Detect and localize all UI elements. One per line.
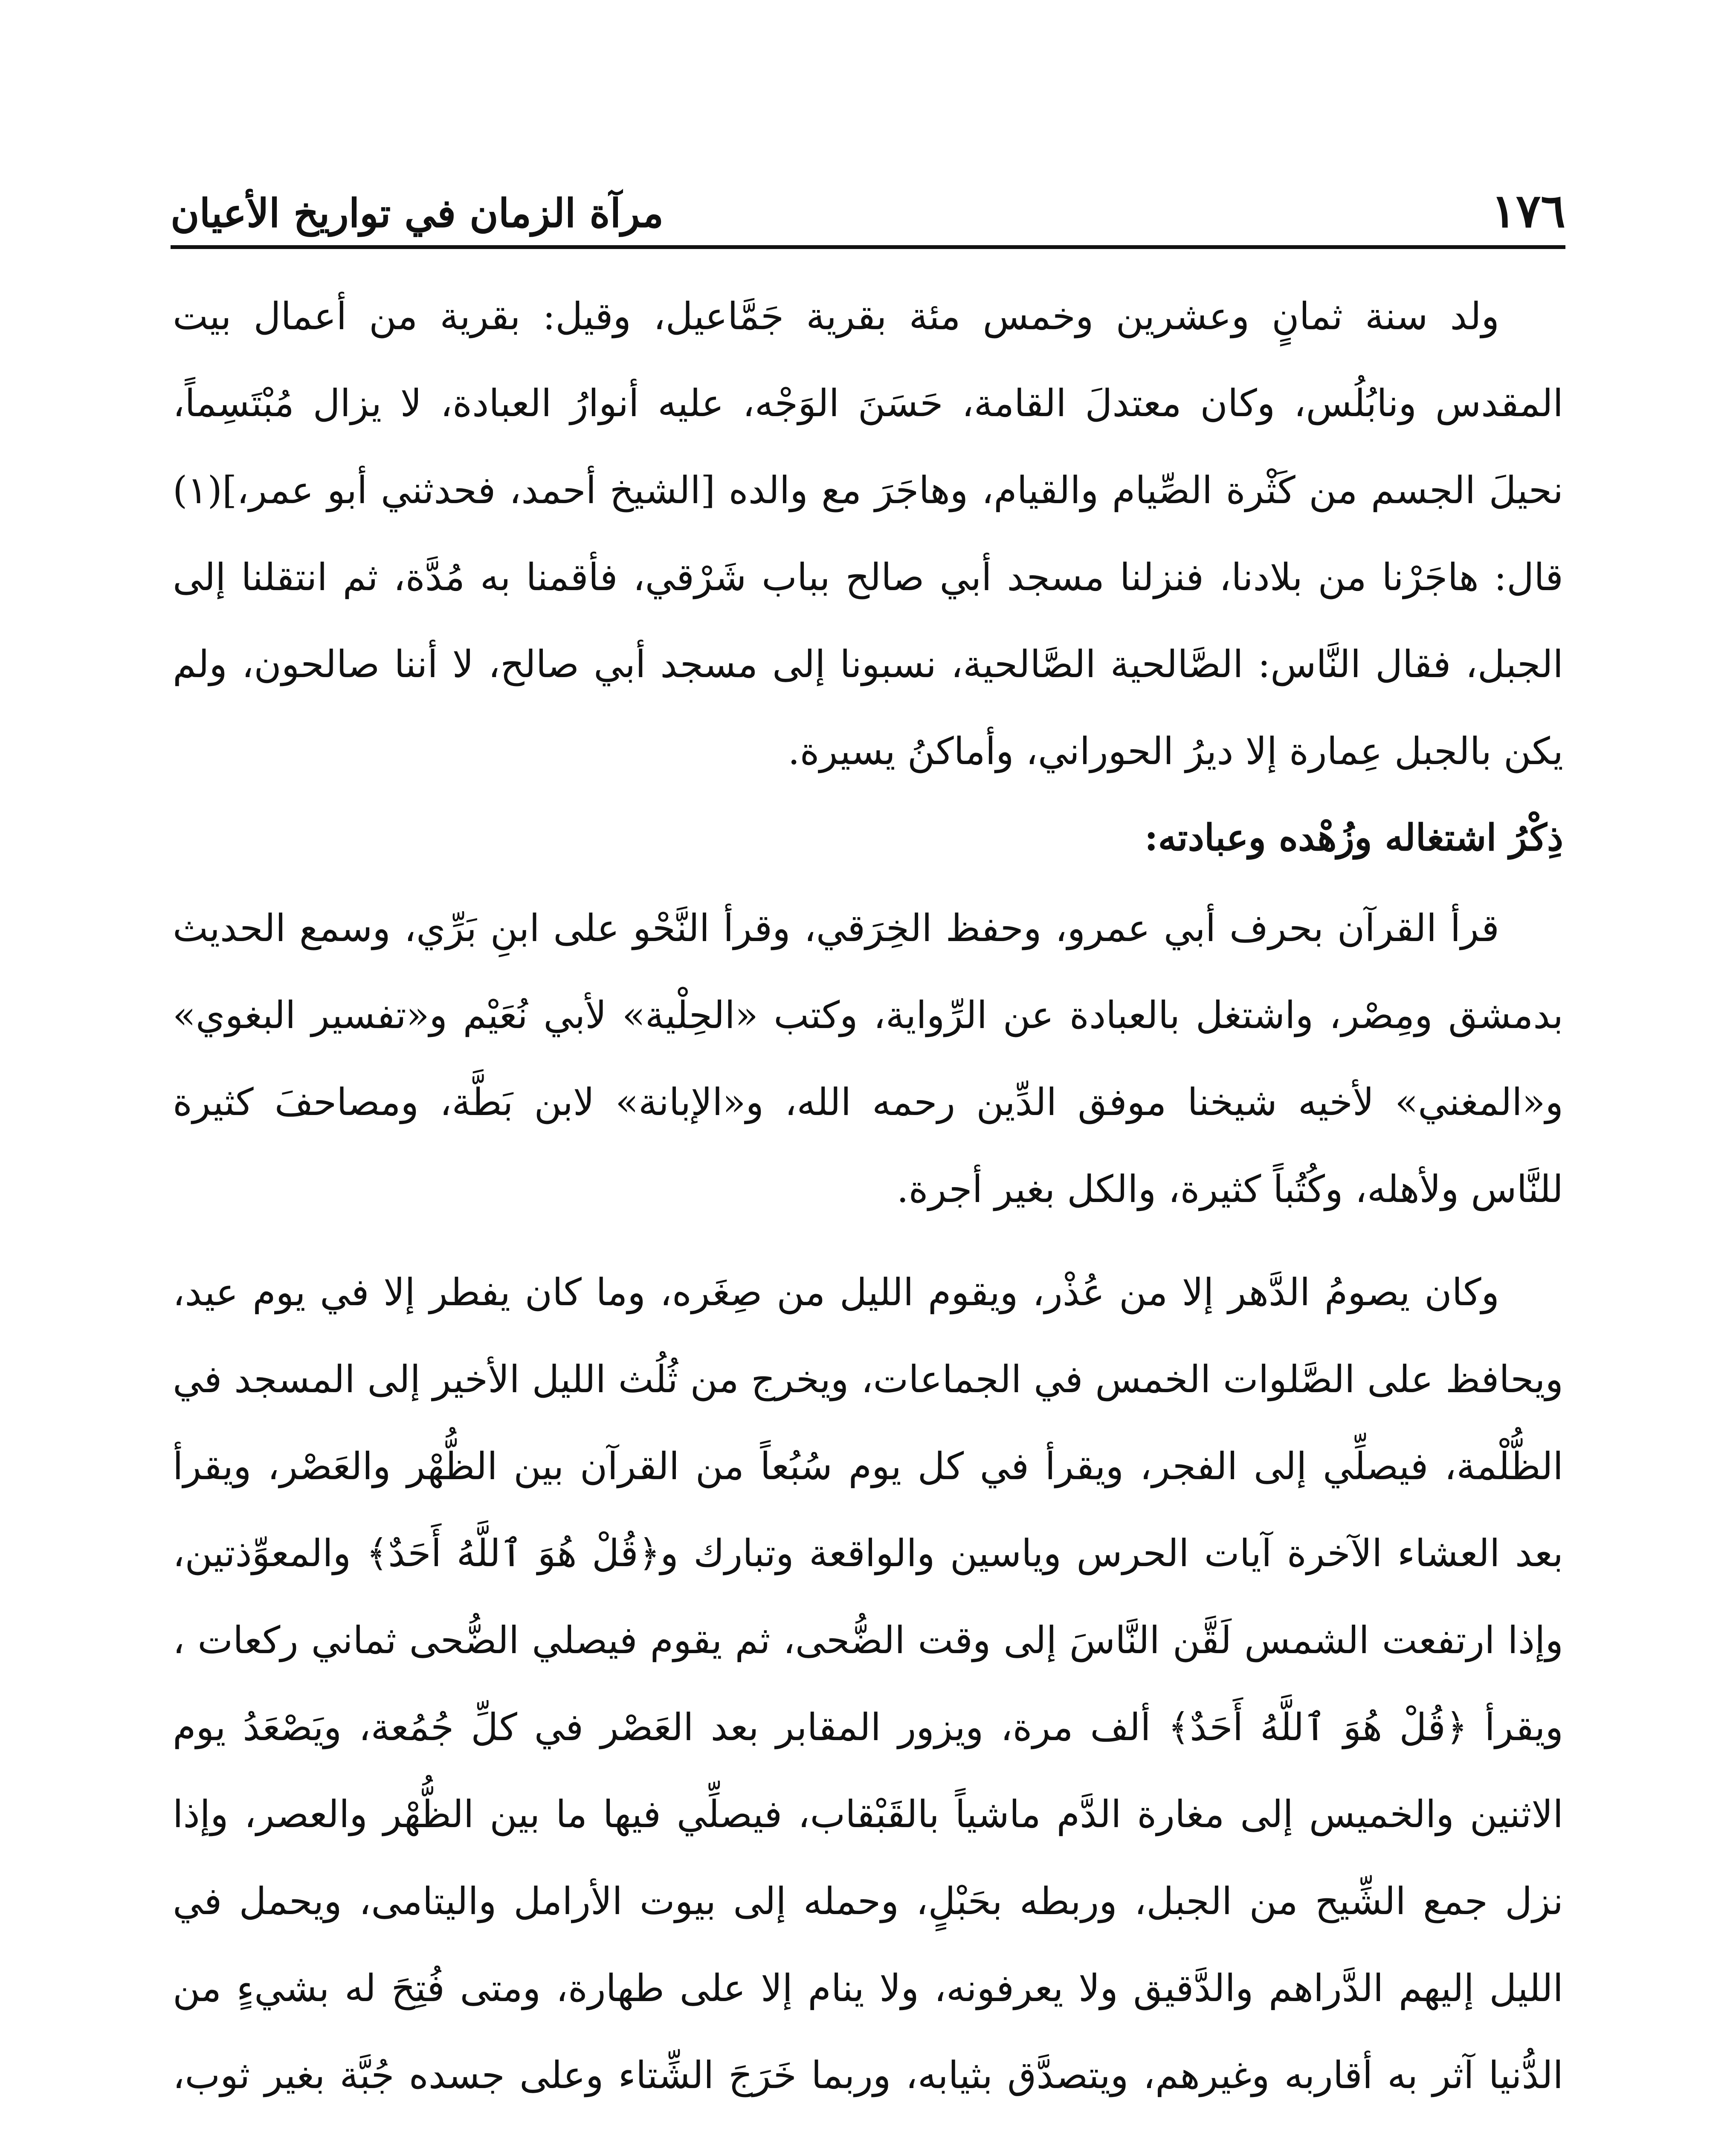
book-title: مرآة الزمان في تواريخ الأعيان (171, 190, 664, 236)
paragraph-birth: ولد سنة ثمانٍ وعشرين وخمس مئة بقرية جَمَّاعيل، وقيل: بقرية من أعمال بيت المقدس ونابُلُس، وكان معتدلَ القامة، حَسَنَ الوَجْه، عليه أنوارُ العبادة، لا يزال مُبْتَسِماً، نحيلَ الجسم من كَثْرة الصِّيام والقيام، وهاجَرَ مع والده [الشيخ أحمد، فحدثني أبو عمر،](١) قال: هاجَرْنا من بلادنا، فنزلنا مسجد أبي صالح بباب شَرْقي، فأقمنا به مُدَّة، ثم انتقلنا إلى الجبل، فقال النَّاس: الصَّالحية الصَّالحية، نسبونا إلى مسجد أبي صالح، لا أننا صالحون، ولم يكن بالجبل عِمارة إلا ديرُ الحوراني، وأماكنُ يسيرة. (173, 294, 1564, 773)
section-heading: ذِكْرُ اشتغاله وزُهْده وعبادته: (1144, 816, 1563, 859)
running-header (171, 183, 1565, 239)
paragraph-study: قرأ القرآن بحرف أبي عمرو، وحفظ الخِرَقي، وقرأ النَّحْو على ابنِ بَرِّي، وسمع الحديث بدمشق ومِصْر، واشتغل بالعبادة عن الرِّواية، وكتب «الحِلْية» لأبي نُعَيْم و«تفسير البغوي» و«المغني» لأخيه شيخنا موفق الدِّين رحمه الله، و«الإبانة» لابن بَطَّة، ومصاحفَ كثيرة للنَّاس ولأهله، وكُتُباً كثيرة، والكل بغير أجرة. (173, 906, 1563, 1211)
paragraph-worship: وكان يصومُ الدَّهر إلا من عُذْر، ويقوم الليل من صِغَره، وما كان يفطر إلا في يوم عيد، ويحافظ على الصَّلوات الخمس في الجماعات، ويخرج من ثُلُث الليل الأخير إلى المسجد في الظُّلْمة، فيصلِّي إلى الفجر، ويقرأ في كل يوم سُبُعاً من القرآن بين الظُّهْر والعَصْر، ويقرأ بعد العشاء الآخرة آيات الحرس وياسين والواقعة وتبارك و﴿قُلْ هُوَ ٱللَّهُ أَحَدٌ﴾ والمعوِّذتين، وإذا ارتفعت الشمس لَقَّن النَّاسَ إلى وقت الضُّحى، ثم يقوم فيصلي الضُّحى ثماني ركعات ، ويقرأ ﴿قُلْ هُوَ ٱللَّهُ أَحَدٌ﴾ ألف مرة، ويزور المقابر بعد العَصْر في كلِّ جُمُعة، ويَصْعَدُ يوم الاثنين والخميس إلى مغارة الدَّم ماشياً بالقَبْقاب، فيصلِّي فيها ما بين الظُّهْر والعصر، وإذا نزل جمع الشِّيح من الجبل، وربطه بحَبْلٍ، وحمله إلى بيوت الأرامل واليتامى، ويحمل في الليل إليهم الدَّراهم والدَّقيق ولا يعرفونه، ولا ينام إلا على طهارة، ومتى فُتِحَ له بشيءٍ من الدُّنيا آثر به أقاربه وغيرهم، ويتصدَّق بثيابه، وربما خَرَجَ الشِّتاء وعلى جسده جُبَّة بغير ثوب، (173, 1270, 1563, 2097)
page-number: ١٧٦ (1491, 184, 1565, 238)
header-divider (171, 245, 1565, 249)
main-text-top (173, 273, 1563, 795)
main-text-bottom (173, 885, 1563, 2132)
